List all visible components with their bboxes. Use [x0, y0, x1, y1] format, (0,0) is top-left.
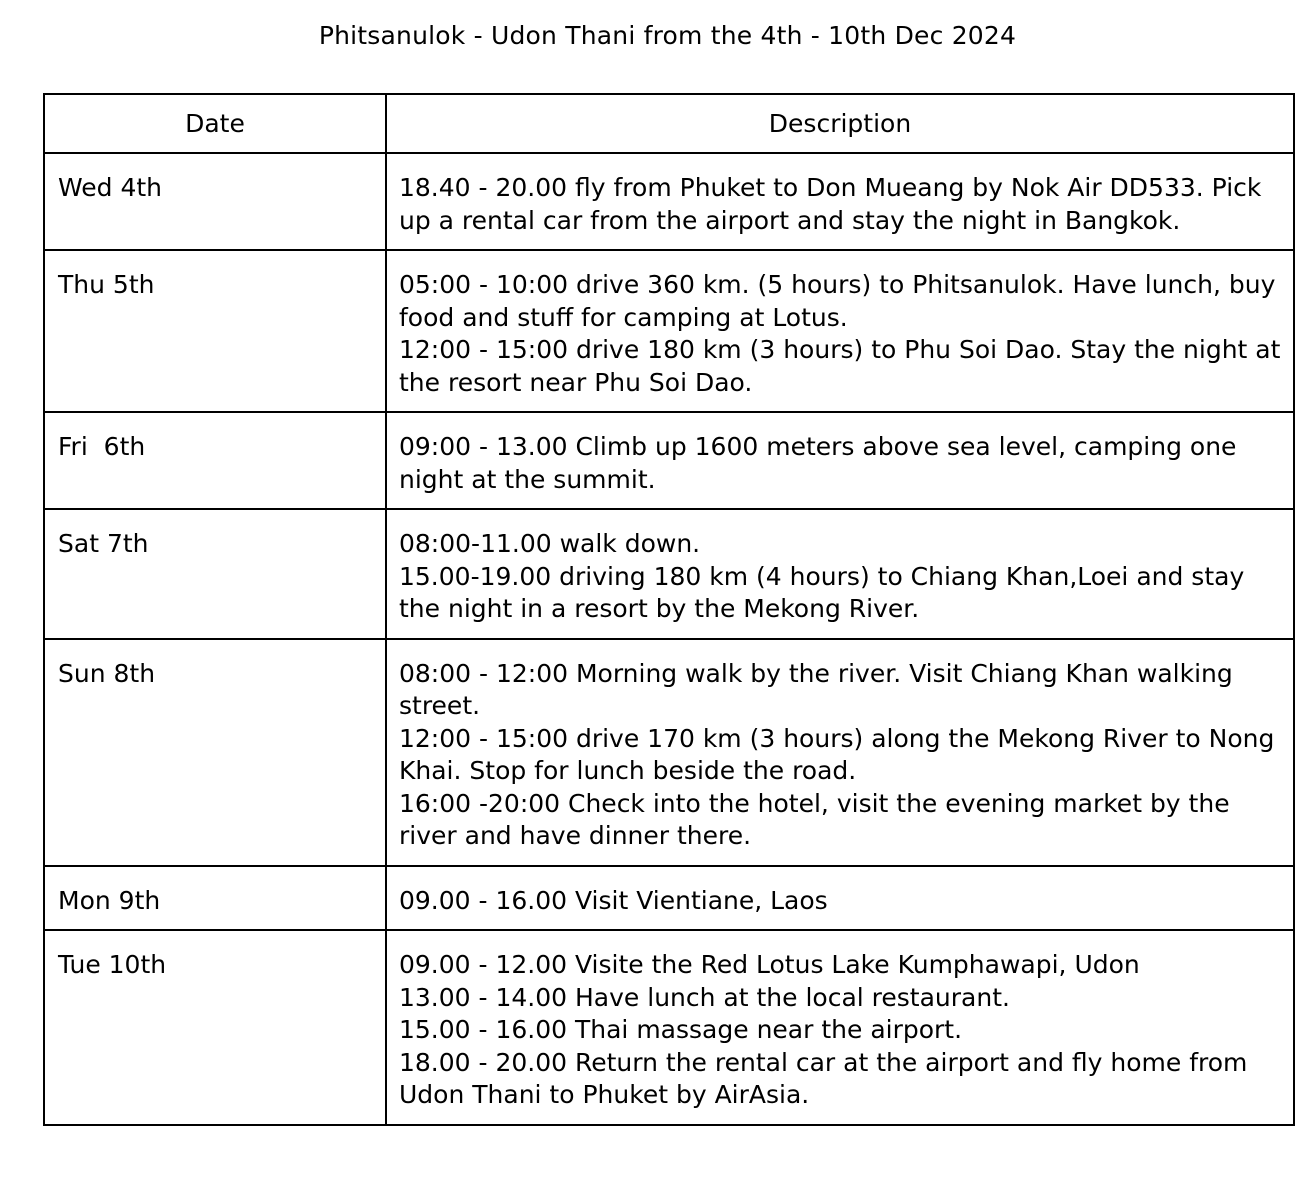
description-line: 12:00 - 15:00 drive 170 km (3 hours) along the Mekong River to Nong Khai. Stop for lunch beside the road. [399, 723, 1275, 785]
table-row [44, 250, 1294, 412]
description-line: 15.00 - 16.00 Thai massage near the airport. [399, 1015, 963, 1044]
date-cell: Mon 9th [44, 866, 386, 931]
date-cell: Sun 8th [44, 639, 386, 866]
table-row [44, 639, 1294, 866]
description-cell [386, 930, 1294, 1125]
page-title: Phitsanulok - Udon Thani from the 4th - 10th Dec 2024 [318, 21, 1017, 50]
itinerary-table [43, 93, 1295, 1126]
date-cell: Fri 6th [44, 412, 386, 509]
description-line: 09.00 - 12.00 Visite the Red Lotus Lake Kumphawapi, Udon [399, 950, 1140, 979]
description-line: 09.00 - 16.00 Visit Vientiane, Laos [399, 885, 828, 915]
description-line: 09:00 - 13.00 Climb up 1600 meters above sea level, camping one night at the summit. [399, 432, 1237, 494]
description-line: 15.00-19.00 driving 180 km (4 hours) to Chiang Khan,Loei and stay the night in a resort by the Mekong River. [399, 561, 1245, 623]
description-line: 12:00 - 15:00 drive 180 km (3 hours) to Phu Soi Dao. Stay the night at the resort near Phu Soi Dao. [399, 335, 1281, 397]
table-row [44, 930, 1294, 1125]
date-cell: Tue 10th [44, 930, 386, 1125]
table-header-row [44, 94, 1294, 153]
description-line: 16:00 -20:00 Check into the hotel, visit the evening market by the river and have dinner there. [399, 788, 1230, 850]
table-row [44, 412, 1294, 509]
description-cell [386, 639, 1294, 866]
table-row [44, 153, 1294, 250]
description-column-header: Description [386, 94, 1294, 153]
table-row [44, 509, 1294, 639]
description-line: 18.00 - 20.00 Return the rental car at the airport and fly home from Udon Thani to Phuket by AirAsia. [399, 1047, 1248, 1109]
description-cell [386, 153, 1294, 250]
description-cell [386, 509, 1294, 639]
date-column-header: Date [44, 94, 386, 153]
description-cell [386, 250, 1294, 412]
date-cell: Thu 5th [44, 250, 386, 412]
description-line: 18.40 - 20.00 fly from Phuket to Don Mueang by Nok Air DD533. Pick up a rental car from the airport and stay the night in Bangkok. [399, 173, 1262, 235]
description-line: 13.00 - 14.00 Have lunch at the local restaurant. [399, 982, 1010, 1012]
description-line: 05:00 - 10:00 drive 360 km. (5 hours) to Phitsanulok. Have lunch, buy food and stuff for camping at Lotus. [399, 270, 1276, 332]
description-cell [386, 412, 1294, 509]
date-cell: Wed 4th [44, 153, 386, 250]
description-line: 08:00 - 12:00 Morning walk by the river. Visit Chiang Khan walking street. [399, 658, 1233, 720]
description-line: 08:00-11.00 walk down. [399, 529, 701, 558]
table-row [44, 866, 1294, 931]
description-cell [386, 866, 1294, 931]
date-cell: Sat 7th [44, 509, 386, 639]
